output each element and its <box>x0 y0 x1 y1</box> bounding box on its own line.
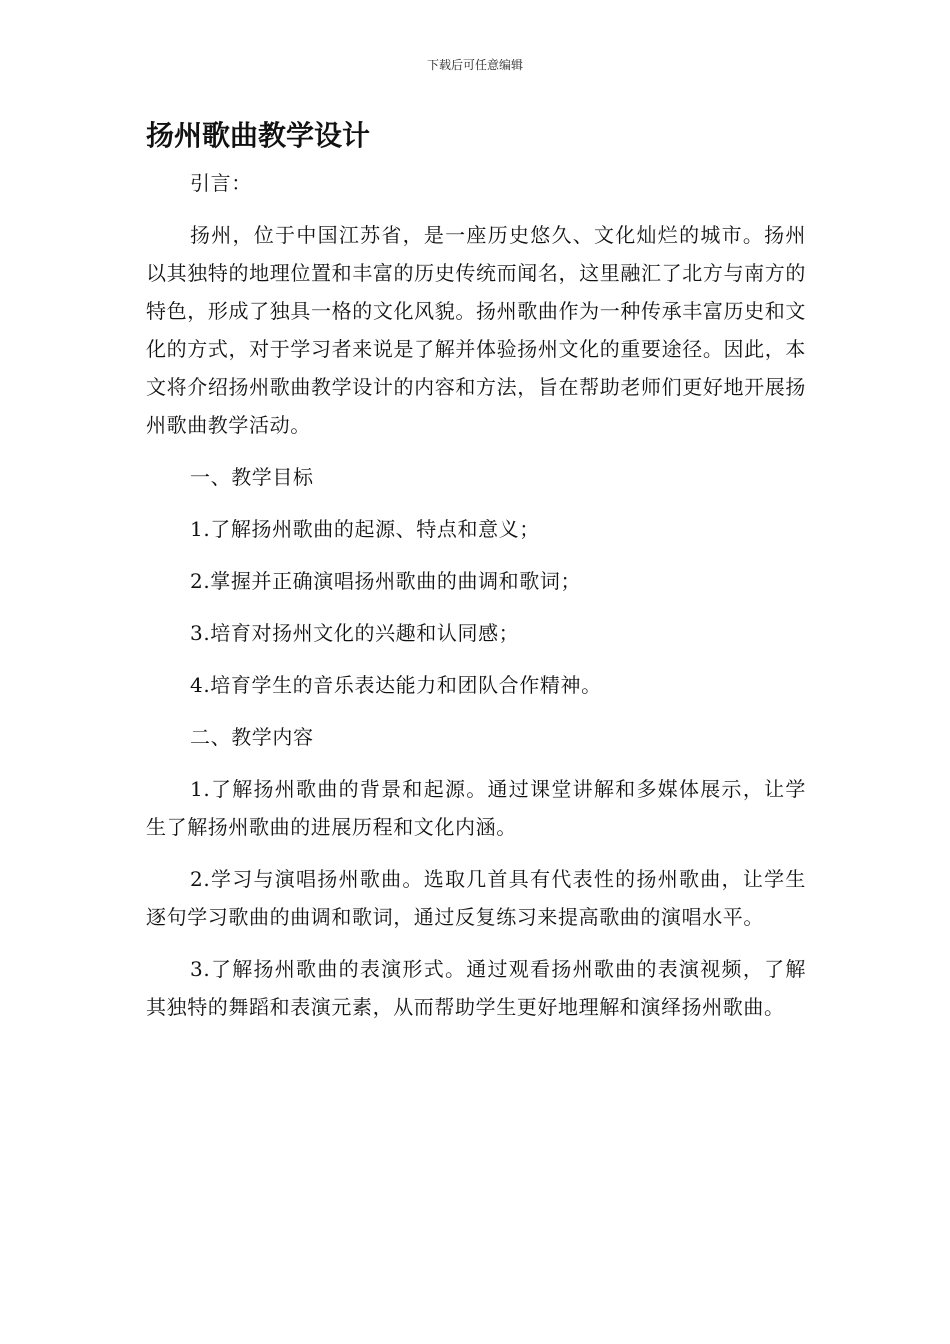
page-header: 下载后可任意编辑 <box>426 58 523 72</box>
paragraph-intro: 扬州，位于中国江苏省，是一座历史悠久、文化灿烂的城市。扬州以其独特的地理位置和丰富的历史传统而闻名，这里融汇了北方与南方的特色，形成了独具一格的文化风貌。扬州歌曲作为一种传承丰富历史和文化的方式，对于学习者来说是了解并体验扬州文化的重要途径。因此，本文将介绍扬州歌曲教学设计的内容和方法，旨在帮助老师们更好地开展扬州歌曲教学活动。 <box>146 223 806 437</box>
paragraph-intro-label: 引言： <box>190 171 252 195</box>
section-heading-goals: 一、教学目标 <box>190 465 314 489</box>
list-item-content-1: 1.了解扬州歌曲的背景和起源。通过课堂讲解和多媒体展示，让学生了解扬州歌曲的进展历程和文化内涵。 <box>146 777 806 839</box>
list-item-content-3: 3.了解扬州歌曲的表演形式。通过观看扬州歌曲的表演视频，了解其独特的舞蹈和表演元素，从而帮助学生更好地理解和演绎扬州歌曲。 <box>146 957 806 1019</box>
section-heading-content: 二、教学内容 <box>190 725 314 749</box>
list-item-goal-1: 1.了解扬州歌曲的起源、特点和意义； <box>190 517 540 541</box>
list-item-goal-4: 4.培育学生的音乐表达能力和团队合作精神。 <box>190 673 602 697</box>
list-item-goal-2: 2.掌握并正确演唱扬州歌曲的曲调和歌词； <box>190 569 582 593</box>
document-body <box>146 164 806 1040</box>
document-title: 扬州歌曲教学设计 <box>146 119 371 152</box>
list-item-goal-3: 3.培育对扬州文化的兴趣和认同感； <box>190 621 520 645</box>
list-item-content-2: 2.学习与演唱扬州歌曲。选取几首具有代表性的扬州歌曲，让学生逐句学习歌曲的曲调和歌词，通过反复练习来提高歌曲的演唱水平。 <box>146 867 806 929</box>
